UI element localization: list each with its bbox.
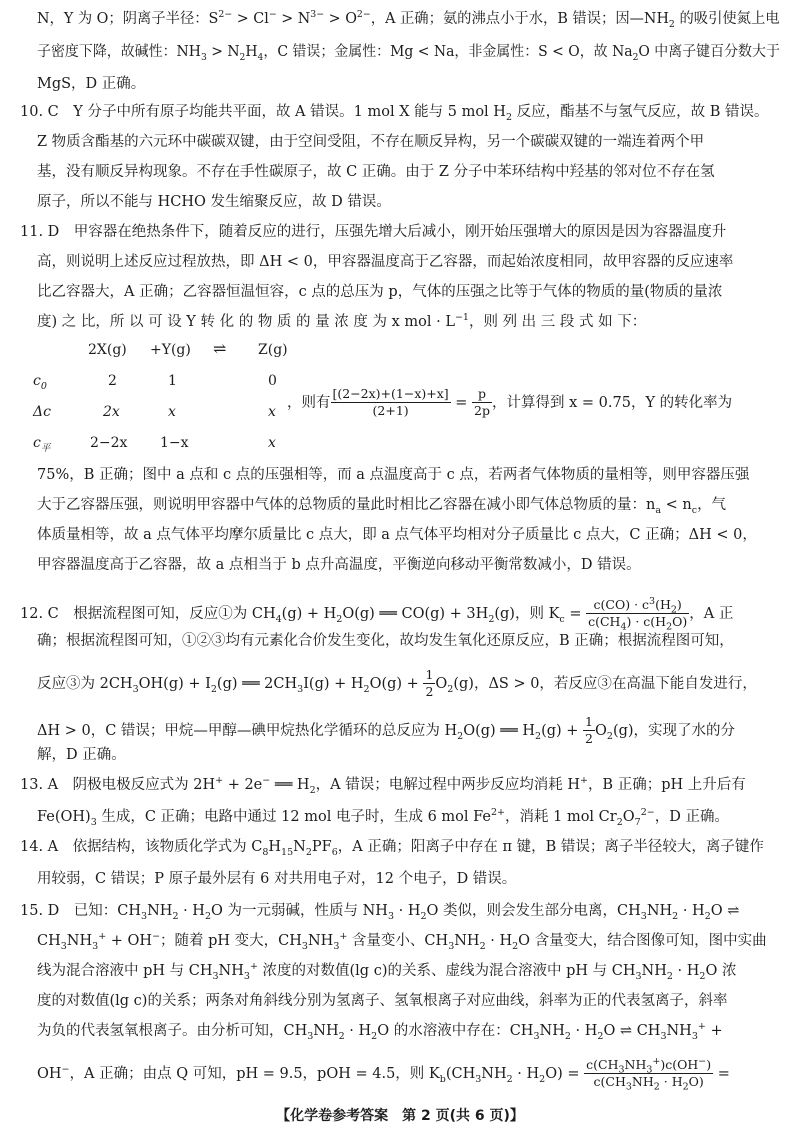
answer-15-line: 15. D 已知：$CH_3NH_2 \cdot H_2O$ 为一元弱碱，性质与 $NH_3 \cdot H_2O$ 类似，则会发生部分电离，$CH_3NH_2 \cdot H_2O$ ⇌: [20, 903, 740, 922]
answer-11-line: 11. D 甲容器在绝热条件下，随着反应的进行，压强先增大后减小，刚开始压强增大的原因是因为容器温度升: [20, 224, 727, 240]
text-line: N，Y 为 O；阴离子半径：$S^{2-} > Cl^- > N^{3-} > O^{2-}$，A 正确；氨的沸点小于水，B 错误；因$—NH_2$ 的吸引使氮上电: [37, 9, 780, 30]
text-line: ΔH > 0，C 错误；甲烷—甲醇—碘甲烷热化学循环的总反应为 $H_2O(g)$ ══ $H_2(g)$ + $\frac{1}{2}$ $O_2(g)$，实现了水的分: [37, 714, 736, 747]
text-line: Z 物质含酯基的六元环中碳碳双键，由于空间受阻，不存在顺反异构，另一个碳碳双键的一端连着两个甲: [37, 134, 705, 150]
text-line: 为负的代表氢氧根离子。由分析可知，$CH_3NH_2 \cdot H_2O$ 的水溶液中存在：$CH_3NH_2 \cdot H_2O$ ⇌ $CH_3NH_3^+$ +: [37, 1021, 723, 1042]
text-line: 比乙容器大，A 正确；乙容器恒温恒容，c 点的总压为 p，气体的压强之比等于气体的物质的量(物质的量浓: [37, 284, 723, 300]
fraction: $\frac{c(CH_3NH_3^+)c(OH^-)}{c(CH_3NH_2 \cdot H_2O)}$: [586, 1055, 712, 1093]
page-footer: 【化学卷参考答案 第 2 页(共 6 页)】: [276, 1108, 524, 1124]
fraction: $\frac{1}{2}$: [585, 714, 593, 747]
table-cell: x: [268, 404, 276, 420]
fraction: $\frac{p}{2p}$: [474, 386, 491, 419]
table-equation: Z(g): [258, 342, 288, 358]
table-cell: 2−2x: [90, 435, 128, 451]
table-cell: 1−x: [160, 435, 189, 451]
text-line: 反应③为 $2CH_3OH(g) + I_2(g)$ ══ $2CH_3I(g) + H_2O(g)$ + $\frac{1}{2}$ $O_2(g)$，ΔS > 0，若反应③在高温下能自发进行，: [37, 667, 757, 700]
table-equation: +Y(g): [150, 342, 191, 358]
table-cell: x: [268, 435, 276, 451]
text-line: 原子，所以不能与 HCHO 发生缩聚反应，故 D 错误。: [37, 194, 391, 210]
text-line: 线为混合溶液中 pH 与 $CH_3NH_3^+$ 浓度的对数值(lg c)的关系、虚线为混合溶液中 pH 与 $CH_3NH_2 \cdot H_2O$ 浓: [37, 961, 737, 982]
text-line: MgS，D 正确。: [37, 76, 146, 92]
text-line: 高，则说明上述反应过程放热，即 ΔH < 0，甲容器温度高于乙容器，而起始浓度相同，故甲容器的反应速率: [37, 254, 734, 270]
table-row-label: Δc: [33, 404, 51, 420]
answer-14-line: 14. A 依据结构，该物质化学式为 $C_8H_{15}N_2PF_6$，A 正确；阳离子中存在 π 键，B 错误；离子半径较大，离子键作: [20, 839, 764, 858]
table-cell: 1: [168, 373, 177, 389]
text-line: 体质量相等，故 a 点气体平均摩尔质量比 c 点大，即 a 点气体平均相对分子质量比 c 点大，C 正确；ΔH < 0，: [37, 527, 757, 543]
table-row-label: $c_平$: [33, 435, 51, 454]
text-line: 度) 之 比，所 以 可 设 Y 转 化 的 物 质 的 量 浓 度 为 x mol · $L^{-1}$，则 列 出 三 段 式 如 下：: [37, 312, 647, 330]
answer-13-line: 13. A 阴极电极反应式为 2H+ + 2e− ══ $H_2$，A 错误；电解过程中两步反应均消耗 H+，B 正确；pH 上升后有: [20, 775, 746, 796]
answer-12-line: 12. C 根据流程图可知，反应①为 $CH_4(g) + H_2O(g)$ ══ $CO(g) + 3H_2(g)$，则 $K_c$ = $\frac{c(CO) \cdot c^3(H_2)}{c(CH_4) \cdot c(H_2O)}$ ，A 正: [20, 595, 734, 633]
text-line: 75%，B 正确；图中 a 点和 c 点的压强相等，而 a 点温度高于 c 点，若两者气体物质的量相等，则甲容器压强: [37, 467, 750, 483]
table-row-label: $c_0$: [33, 373, 47, 392]
text-line: 大于乙容器压强，则说明甲容器中气体的总物质的量此时相比乙容器在减小即气体总物质的量：$n_a < n_c$，气: [37, 497, 727, 516]
text-line: 用较弱，C 错误；P 原子最外层有 6 对共用电子对，12 个电子，D 错误。: [37, 871, 517, 887]
fraction: $\frac{c(CO) \cdot c^3(H_2)}{c(CH_4) \cdot c(H_2O)}$: [588, 595, 688, 633]
answer-10-line: 10. C Y 分子中所有原子均能共平面，故 A 错误。1 mol X 能与 5 mol $H_2$ 反应，酯基不与氢气反应，故 B 错误。: [20, 104, 769, 123]
table-cell: 0: [268, 373, 277, 389]
table-equation: 2X(g): [88, 342, 127, 358]
table-cell: x: [168, 404, 176, 420]
text-line: $CH_3NH_3^+ + OH^-$；随着 pH 变大，$CH_3NH_3^+$ 含量变小、$CH_3NH_2 \cdot H_2O$ 含量变大，结合图像可知，图中实曲: [37, 931, 767, 952]
text-line: 基，没有顺反异构现象。不存在手性碳原子，故 C 正确。由于 Z 分子中苯环结构中羟基的邻对位不存在氢: [37, 164, 715, 180]
text-line: 解，D 正确。: [37, 747, 126, 763]
text-line: 子密度下降，故碱性：$NH_3 > N_2H_4$，C 错误；金属性：Mg < Na，非金属性：S < O，故 $Na_2O$ 中离子键百分数大于: [37, 44, 780, 63]
fraction: $\frac{1}{2}$: [425, 667, 434, 700]
text-line: 确；根据流程图可知，①②③均有元素化合价发生变化，故均发生氧化还原反应，B 正确；根据流程图可知，: [37, 633, 734, 649]
text-line: $Fe(OH)_3$ 生成，C 正确；电路中通过 12 mol 电子时，生成 6 mol $Fe^{2+}$，消耗 1 mol $Cr_2O_7^{2-}$，D 正确。: [37, 807, 729, 828]
text-line: 甲容器温度高于乙容器，故 a 点相当于 b 点升高温度，平衡逆向移动平衡常数减小，D 错误。: [37, 557, 641, 573]
table-cell: 2x: [103, 404, 120, 420]
fraction: $\frac{[(2-2x)+(1-x)+x]}{(2+1)}$: [332, 386, 449, 419]
table-equation: ⇌: [213, 339, 227, 358]
table-cell: 2: [108, 373, 117, 389]
text-line: ，则有 $\frac{[(2-2x)+(1-x)+x]}{(2+1)}$ = $\frac{p}{2p}$ ，计算得到 x = 0.75，Y 的转化率为: [287, 386, 733, 419]
text-line: 度的对数值(lg c)的关系；两条对角斜线分别为氢离子、氢氧根离子对应曲线，斜率为正的代表氢离子，斜率: [37, 993, 728, 1009]
text-line: OH−，A 正确；由点 Q 可知，pH = 9.5，pOH = 4.5，则 $K_b(CH_3NH_2 \cdot H_2O)$ = $\frac{c(CH_3NH_3^+)c(OH^-)}{c(CH_3NH_2 \cdot H_2O)}$ =: [37, 1055, 730, 1093]
